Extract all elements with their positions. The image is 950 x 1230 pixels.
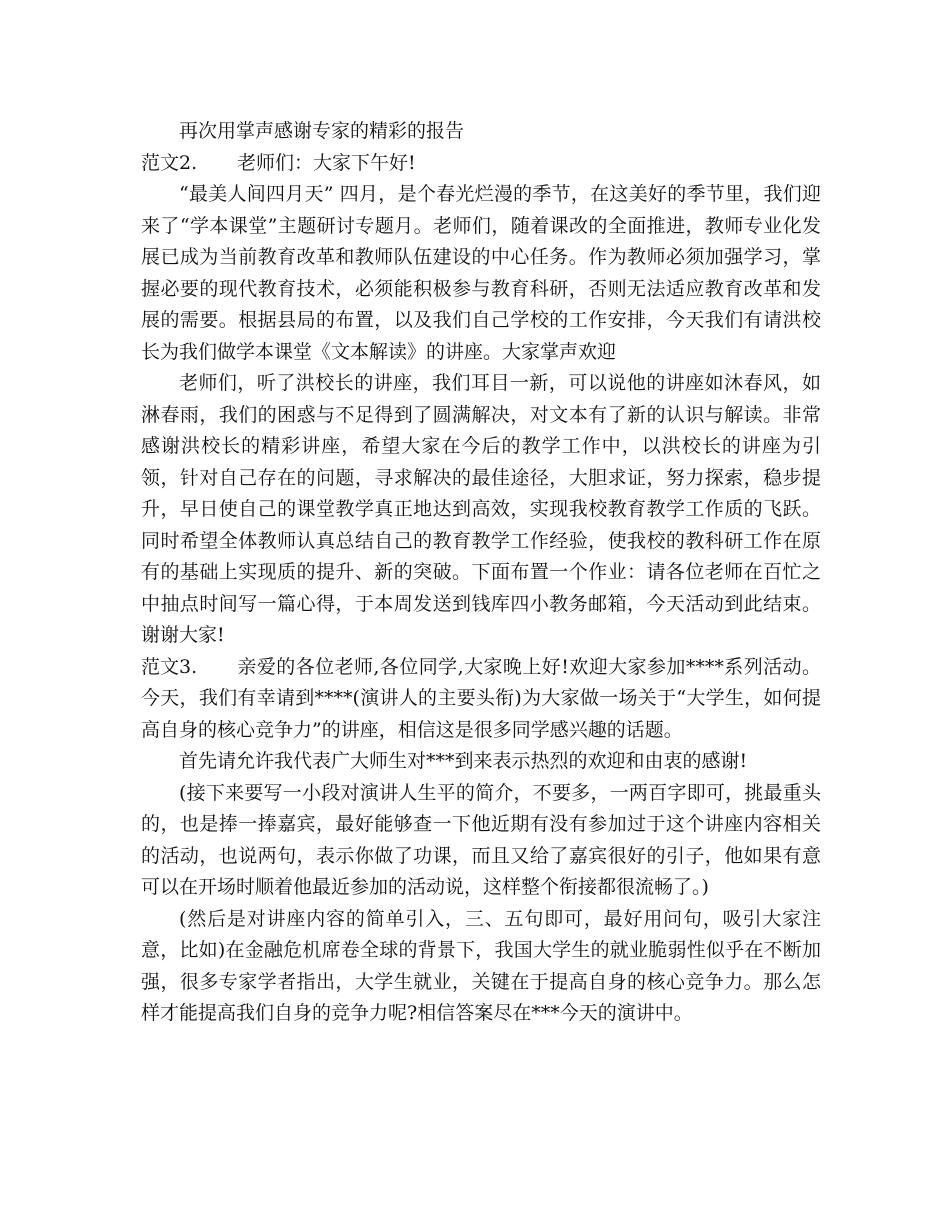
sample-3-speaker-intro-note: (接下来要写一小段对演讲人生平的简介，不要多，一两百字即可，挑最重头的，也是捧一捧嘉宾，最好能够查一下他近期有没有参加过于这个讲座内容相关的活动，也说两句，表示你做了功课，而且又给了嘉宾很好的引子，他如果有意可以在开场时顺着他最近参加的活动说，这样整个衔接都很流畅了。) (141, 781, 821, 898)
sample-2-label: 范文2. (141, 151, 198, 174)
sample-2-greeting (141, 148, 821, 180)
document-body (141, 116, 821, 1030)
sample-2-closing-paragraph: 老师们，听了洪校长的讲座，我们耳目一新，可以说他的讲座如沐春风，如淋春雨，我们的困惑与不足得到了圆满解决，对文本有了新的认识与解读。非常感谢洪校长的精彩讲座，希望大家在今后的教学工作中，以洪校长的讲座为引领，针对自己存在的问题，寻求解决的最佳途径，大胆求证，努力探索，稳步提升，早日使自己的课堂教学真正地达到高效，实现我校教育教学工作质的飞跃。同时希望全体教师认真总结自己的教育教学工作经验，使我校的教科研工作在原有的基础上实现质的提升、新的突破。下面布置一个作业：请各位老师在百忙之中抽点时间写一篇心得，于本周发送到钱库四小教务邮箱，今天活动到此结束。谢谢大家! (141, 372, 821, 646)
sample-2-opening-paragraph: “最美人间四月天” 四月，是个春光烂漫的季节，在这美好的季节里，我们迎来了“学本课堂”主题研讨专题月。老师们，随着课改的全面推进，教师专业化发展已成为当前教育改革和教师队伍建设的中心任务。作为教师必须加强学习，掌握必要的现代教育技术，必须能积极参与教育科研，否则无法适应教育改革和发展的需要。根据县局的布置，以及我们自己学校的工作安排，今天我们有请洪校长为我们做学本课堂《文本解读》的讲座。大家掌声欢迎 (141, 183, 821, 363)
sample-3-opening-text: 亲爱的各位老师,各位同学,大家晚上好!欢迎大家参加****系列活动。今天，我们有幸请到****(演讲人的主要头衔)为大家做一场关于“大学生，如何提高自身的核心竞争力”的讲座，相信这是很多同学感兴趣的话题。 (141, 655, 821, 741)
sample-3-label: 范文3. (141, 655, 198, 678)
sample-3-topic-intro-note: (然后是对讲座内容的简单引入，三、五句即可，最好用问句，吸引大家注意，比如)在金融危机席卷全球的背景下，我国大学生的就业脆弱性似乎在不断加强，很多专家学者指出，大学生就业，关键在于提高自身的核心竞争力。那么怎样才能提高我们自身的竞争力呢?相信答案尽在***今天的演讲中。 (141, 907, 821, 1024)
closing-line: 再次用掌声感谢专家的精彩的报告 (179, 120, 465, 142)
sample-2-greeting-text: 老师们：大家下午好! (237, 151, 416, 174)
sample-3-welcome-paragraph: 首先请允许我代表广大师生对***到来表示热烈的欢迎和由衷的感谢! (179, 750, 748, 772)
sample-3-opening (141, 652, 821, 747)
